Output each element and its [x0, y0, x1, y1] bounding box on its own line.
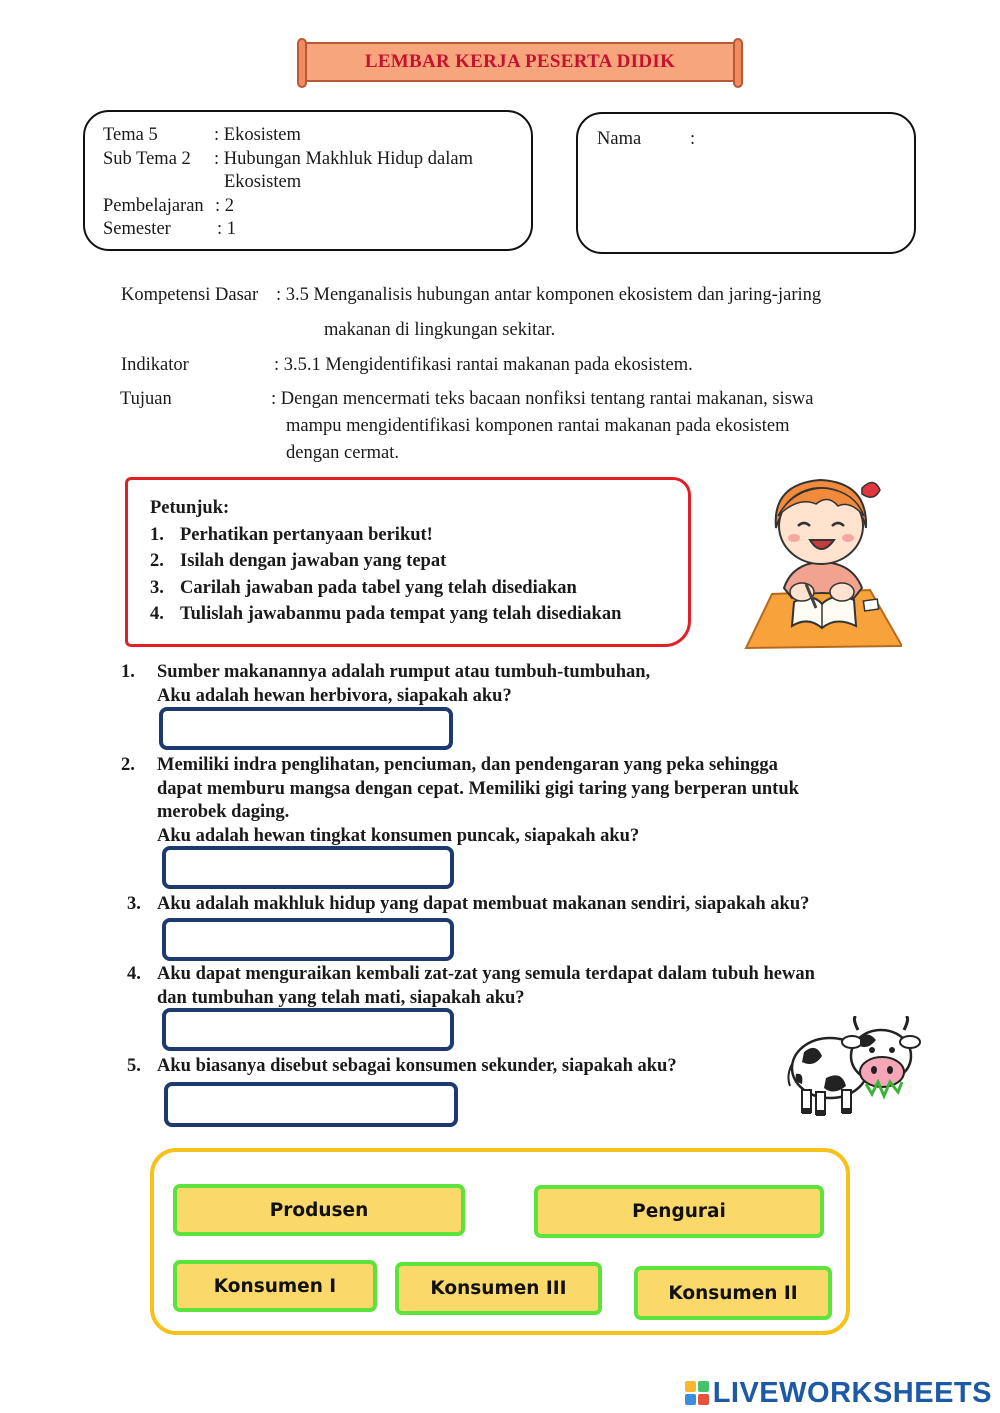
- question-line: Aku adalah makhluk hidup yang dapat membuat makanan sendiri, siapakah aku?: [157, 894, 810, 914]
- word-chip-produsen[interactable]: Produsen: [173, 1184, 465, 1236]
- question-line: dapat memburu mangsa dengan cepat. Memiliki gigi taring yang berperan untuk: [157, 778, 799, 799]
- name-label: Nama: [597, 129, 642, 149]
- girl-reading-illustration: [742, 466, 902, 650]
- cow-illustration: [786, 1016, 924, 1120]
- tujuan-label: Tujuan: [120, 389, 172, 409]
- question-line: dan tumbuhan yang telah mati, siapakah aku?: [157, 987, 525, 1008]
- kompetensi-value-cont: makanan di lingkungan sekitar.: [324, 320, 556, 340]
- info-label: Pembelajaran: [103, 195, 204, 216]
- banner-curl-left: [297, 38, 307, 88]
- question-number: 4.: [127, 964, 141, 984]
- question-line: Memiliki indra penglihatan, penciuman, dan pendengaran yang peka sehingga: [157, 755, 778, 775]
- info-row-semester: [103, 218, 236, 242]
- info-value: : Hubungan Makhluk Hidup dalam: [214, 148, 473, 169]
- instruction-item: 4. Tulislah jawabanmu pada tempat yang telah disediakan: [150, 604, 622, 624]
- tujuan-value-cont: mampu mengidentifikasi komponen rantai makanan pada ekosistem: [286, 416, 790, 436]
- word-chip-pengurai[interactable]: Pengurai: [534, 1185, 824, 1238]
- kompetensi-value: : 3.5 Menganalisis hubungan antar komponen ekosistem dan jaring-jaring: [276, 285, 822, 305]
- answer-box-1[interactable]: [159, 707, 453, 750]
- word-chip-konsumen-ii[interactable]: Konsumen II: [634, 1266, 832, 1320]
- question-line: Aku dapat menguraikan kembali zat-zat yang semula terdapat dalam tubuh hewan: [157, 964, 815, 984]
- info-value: : Ekosistem: [214, 125, 301, 145]
- answer-box-5[interactable]: [164, 1082, 458, 1127]
- logo-icon: [685, 1381, 709, 1405]
- banner-curl-right: [733, 38, 743, 88]
- instruction-item: 1. Perhatikan pertanyaan berikut!: [150, 525, 433, 545]
- name-box[interactable]: [576, 112, 916, 254]
- logo-text: LIVEWORKSHEETS: [712, 1376, 992, 1409]
- page-title: LEMBAR KERJA PESERTA DIDIK: [364, 51, 676, 72]
- word-chip-konsumen-iii[interactable]: Konsumen III: [395, 1262, 602, 1315]
- answer-box-2[interactable]: [162, 846, 454, 889]
- instruction-item: 3. Carilah jawaban pada tabel yang telah disediakan: [150, 578, 577, 598]
- question-line: Sumber makanannya adalah rumput atau tumbuh-tumbuhan,: [157, 662, 651, 682]
- info-row-subtema: [103, 148, 473, 172]
- answer-box-3[interactable]: [162, 918, 454, 961]
- word-chip-konsumen-i[interactable]: Konsumen I: [173, 1260, 377, 1312]
- info-row-subtema-cont: [224, 171, 301, 195]
- indikator-value: : 3.5.1 Mengidentifikasi rantai makanan pada ekosistem.: [274, 355, 693, 375]
- info-value: : 1: [217, 219, 237, 239]
- question-line: Aku biasanya disebut sebagai konsumen sekunder, siapakah aku?: [157, 1056, 677, 1076]
- instructions-heading: Petunjuk:: [150, 498, 230, 518]
- info-label: Semester: [103, 219, 171, 239]
- question-line: merobek daging.: [157, 802, 290, 822]
- instructions-box: [125, 477, 691, 647]
- question-line: Aku adalah hewan tingkat konsumen puncak, siapakah aku?: [157, 825, 640, 846]
- question-line: Aku adalah hewan herbivora, siapakah aku?: [157, 685, 512, 706]
- instruction-item: 2. Isilah dengan jawaban yang tepat: [150, 551, 447, 571]
- liveworksheets-logo: [685, 1376, 992, 1410]
- info-box: [83, 110, 533, 251]
- info-row-pembelajaran: [103, 195, 234, 219]
- name-colon: :: [690, 129, 696, 149]
- question-number: 2.: [121, 755, 135, 775]
- info-value: : 2: [215, 195, 235, 216]
- info-value: Ekosistem: [224, 172, 302, 192]
- tujuan-value-cont2: dengan cermat.: [286, 443, 399, 463]
- answer-box-4[interactable]: [162, 1008, 454, 1051]
- question-number: 5.: [127, 1056, 141, 1076]
- info-label: Tema 5: [103, 125, 158, 145]
- info-label: Sub Tema 2: [103, 148, 191, 169]
- indikator-label: Indikator: [121, 355, 189, 375]
- kompetensi-label: Kompetensi Dasar: [121, 285, 259, 305]
- tujuan-value: : Dengan mencermati teks bacaan nonfiksi tentang rantai makanan, siswa: [271, 389, 814, 409]
- question-number: 3.: [127, 894, 141, 914]
- word-bank: [150, 1148, 850, 1335]
- question-number: 1.: [121, 662, 135, 682]
- title-banner: [303, 42, 737, 82]
- info-row-tema: [103, 124, 301, 148]
